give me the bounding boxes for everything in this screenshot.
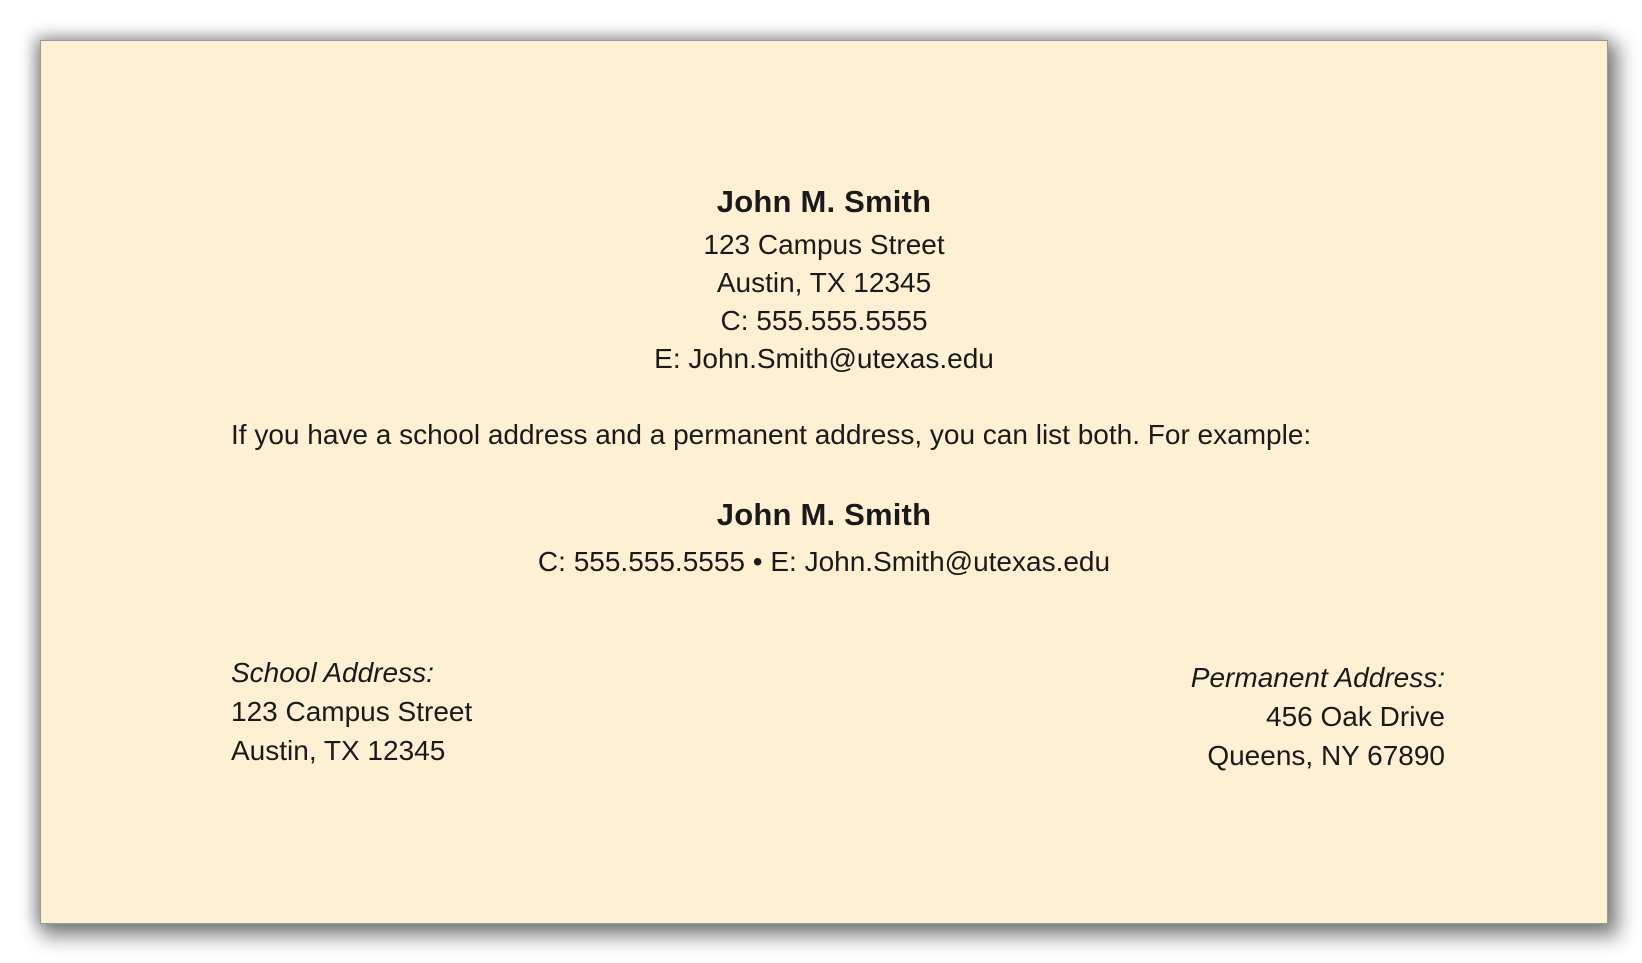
- example2-contact-line: C: 555.555.5555 • E: John.Smith@utexas.edu: [537, 546, 1111, 577]
- resume-header-example-card: [41, 41, 1607, 923]
- example1-street: 123 Campus Street: [703, 229, 945, 260]
- permanent-address-street: 456 Oak Drive: [1266, 701, 1445, 732]
- school-address-city: Austin, TX 12345: [231, 735, 446, 766]
- example1-city: Austin, TX 12345: [716, 267, 932, 298]
- permanent-address-block: [1191, 658, 1445, 775]
- permanent-address-heading: Permanent Address:: [1190, 662, 1445, 693]
- school-address-block: [231, 653, 472, 770]
- explanation-paragraph: If you have a school address and a permanent address, you can list both. For example:: [231, 419, 1312, 450]
- example1-email: E: John.Smith@utexas.edu: [654, 343, 994, 374]
- permanent-address-city: Queens, NY 67890: [1207, 740, 1445, 771]
- school-address-heading: School Address:: [231, 657, 434, 688]
- school-address-street: 123 Campus Street: [231, 696, 473, 727]
- example1-phone: C: 555.555.5555: [720, 305, 928, 336]
- example2-name: John M. Smith: [716, 497, 932, 532]
- example1-name: John M. Smith: [716, 184, 932, 219]
